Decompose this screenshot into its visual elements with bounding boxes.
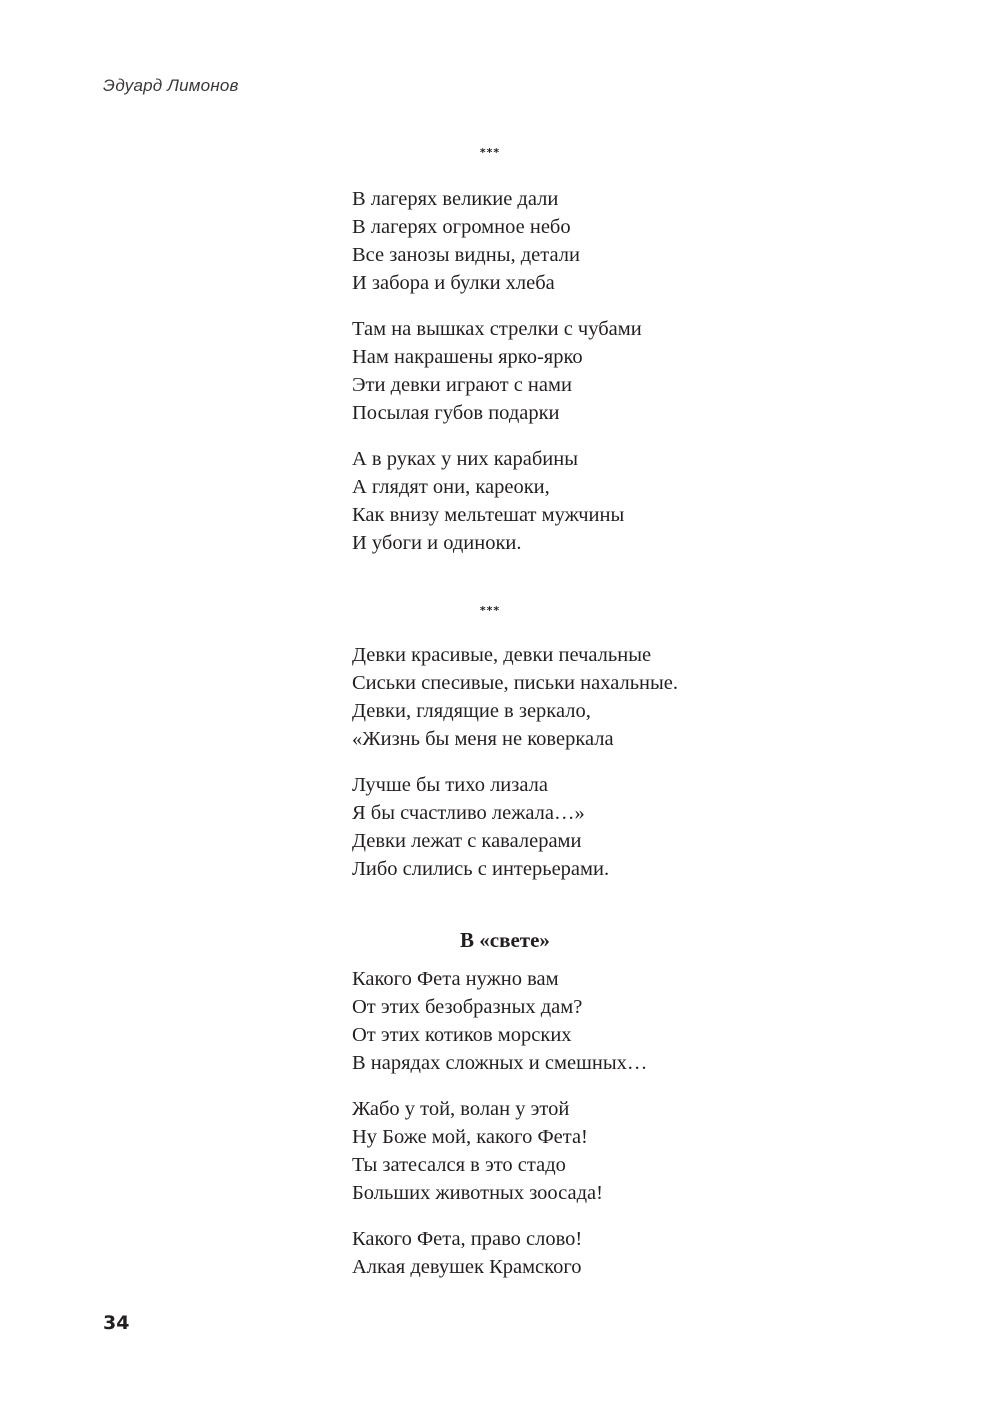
verse-line: Я бы счастливо лежала…» (352, 802, 585, 824)
stanza (352, 965, 912, 1077)
verse-line: От этих котиков морских (352, 1024, 572, 1046)
verse-line: В нарядах сложных и смешных… (352, 1052, 648, 1074)
page-content (352, 138, 912, 1281)
verse-line: В лагерях великие дали (352, 188, 559, 210)
page-number: 34 (103, 1312, 130, 1334)
stanza (352, 1225, 912, 1281)
verse-line: Посылая губов подарки (352, 402, 560, 424)
stanza (352, 445, 912, 557)
verse-line: Все занозы видны, детали (352, 244, 580, 266)
verse-line: Жабо у той, волан у этой (352, 1098, 570, 1120)
verse-line: И забора и булки хлеба (352, 272, 555, 294)
verse-line: Нам накрашены ярко-ярко (352, 346, 583, 368)
verse-line: Девки, глядящие в зеркало, (352, 700, 591, 722)
stanza (352, 1095, 912, 1207)
verse-line: Сиськи спесивые, письки нахальные. (352, 672, 679, 694)
verse-line: Либо слились с интерьерами. (352, 858, 610, 880)
verse-line: Алкая девушек Крамского (352, 1256, 582, 1278)
stanza (352, 641, 912, 753)
verse-line: Девки красивые, девки печальные (352, 644, 652, 666)
verse-line: «Жизнь бы меня не коверкала (352, 728, 614, 750)
stanza (352, 771, 912, 883)
verse-line: И убоги и одиноки. (352, 532, 522, 554)
poem-separator: *** (479, 146, 501, 159)
verse-line: В лагерях огромное небо (352, 216, 571, 238)
stanza (352, 315, 912, 427)
verse-line: Эти девки играют с нами (352, 374, 572, 396)
verse-line: Там на вышках стрелки с чубами (352, 318, 642, 340)
verse-line: Больших животных зоосада! (352, 1182, 603, 1204)
verse-line: Девки лежат с кавалерами (352, 830, 582, 852)
verse-line: Ты затесался в это стадо (352, 1154, 566, 1176)
verse-line: Как внизу мельтешат мужчины (352, 504, 625, 526)
verse-line: Какого Фета, право слово! (352, 1228, 583, 1250)
verse-line: От этих безобразных дам? (352, 996, 583, 1018)
verse-line: А глядят они, кареоки, (352, 476, 550, 498)
poem-separator: *** (479, 604, 501, 617)
verse-line: Какого Фета нужно вам (352, 968, 559, 990)
verse-line: А в руках у них карабины (352, 448, 579, 470)
poem-title: В «свете» (460, 928, 550, 952)
verse-line: Лучше бы тихо лизала (352, 774, 548, 796)
stanza (352, 185, 912, 297)
running-header-author: Эдуард Лимонов (103, 76, 239, 95)
verse-line: Ну Боже мой, какого Фета! (352, 1126, 588, 1148)
